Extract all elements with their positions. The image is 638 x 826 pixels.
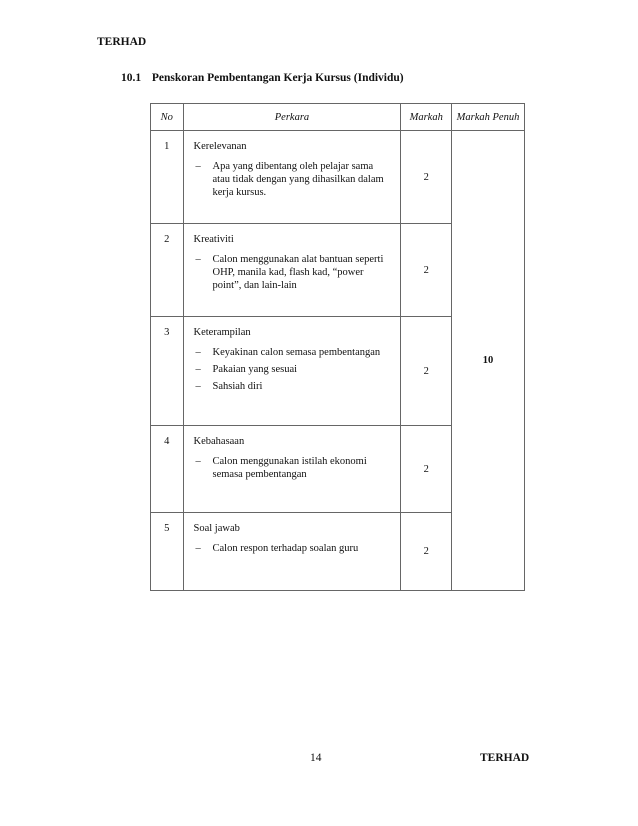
- page-number: 14: [310, 752, 322, 764]
- list-item: [194, 380, 393, 393]
- row-mark: 2: [401, 131, 452, 224]
- list-item-text: Pakaian yang sesuai: [212, 364, 298, 375]
- row-mark: 2: [401, 224, 452, 317]
- list-item-text: Apa yang dibentang oleh pelajar sama atau tidak dengan yang dihasilkan dalam kerja kursus.: [212, 161, 384, 198]
- item-title: Kebahasaan: [193, 436, 245, 447]
- list-item: [194, 346, 393, 359]
- list-item-text: Calon respon terhadap soalan guru: [212, 543, 359, 554]
- full-marks: 10: [451, 131, 524, 591]
- item-title: Kerelevanan: [193, 141, 247, 152]
- dash-bullet-icon: –: [195, 456, 201, 467]
- section-title: Penskoran Pembentangan Kerja Kursus (Individu): [151, 72, 404, 84]
- section-heading: [121, 72, 404, 84]
- list-item-text: Calon menggunakan alat bantuan seperti OHP, manila kad, flash kad, “power point”, dan lain-lain: [212, 254, 384, 291]
- row-mark: 2: [401, 317, 452, 426]
- list-item: [194, 542, 393, 555]
- item-title: Kreativiti: [193, 234, 234, 245]
- row-perkara: [183, 426, 401, 513]
- header-classification: TERHAD: [97, 36, 147, 48]
- list-item-text: Calon menggunakan istilah ekonomi semasa pembentangan: [212, 456, 367, 480]
- section-number: 10.1: [121, 72, 142, 84]
- list-item: [194, 160, 393, 199]
- column-header-markah-penuh: Markah Penuh: [451, 104, 524, 131]
- row-mark: 2: [401, 426, 452, 513]
- row-perkara: [183, 131, 401, 224]
- row-perkara: [183, 513, 401, 591]
- row-mark: 2: [401, 513, 452, 591]
- dash-bullet-icon: –: [195, 347, 201, 358]
- row-number: 4: [151, 426, 184, 513]
- dash-bullet-icon: –: [195, 381, 201, 392]
- item-title: Keterampilan: [193, 327, 251, 338]
- footer-classification: TERHAD: [480, 752, 530, 764]
- row-number: 1: [151, 131, 184, 224]
- table-header-row: [151, 104, 525, 131]
- column-header-no: No: [151, 104, 184, 131]
- row-perkara: [183, 224, 401, 317]
- dash-bullet-icon: –: [195, 161, 201, 172]
- table-row: [151, 131, 525, 224]
- list-item-text: Keyakinan calon semasa pembentangan: [212, 347, 381, 358]
- list-item: [194, 253, 393, 292]
- scoring-table: [150, 103, 525, 591]
- row-perkara: [183, 317, 401, 426]
- row-number: 5: [151, 513, 184, 591]
- column-header-perkara: Perkara: [183, 104, 401, 131]
- row-number: 2: [151, 224, 184, 317]
- item-title: Soal jawab: [193, 523, 240, 534]
- list-item-text: Sahsiah diri: [212, 381, 263, 392]
- list-item: [194, 363, 393, 376]
- dash-bullet-icon: –: [195, 364, 201, 375]
- list-item: [194, 455, 393, 481]
- row-number: 3: [151, 317, 184, 426]
- dash-bullet-icon: –: [195, 543, 201, 554]
- dash-bullet-icon: –: [195, 254, 201, 265]
- column-header-markah: Markah: [401, 104, 452, 131]
